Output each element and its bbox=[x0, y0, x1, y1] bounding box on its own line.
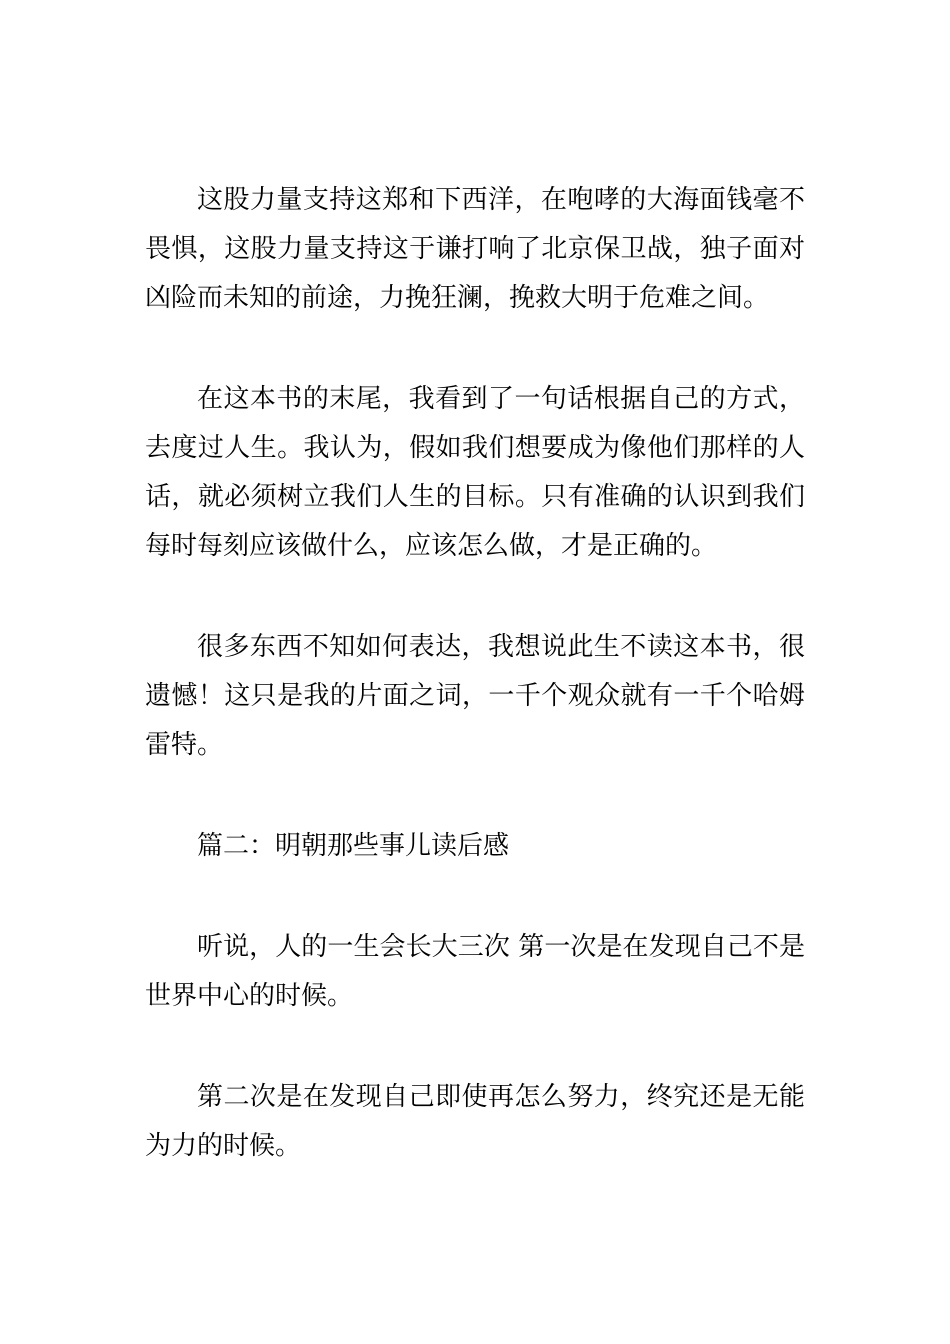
paragraph-zheng-he: 这股力量支持这郑和下西洋，在咆哮的大海面钱毫不畏惧，这股力量支持这于谦打响了北京保卫战，独子面对凶险而未知的前途，力挽狂澜，挽救大明于危难之间。 bbox=[145, 185, 805, 313]
section-heading: 篇二：明朝那些事儿读后感 bbox=[197, 831, 510, 861]
paragraph-grow-up-second: 第二次是在发现自己即使再怎么努力，终究还是无能为力的时候。 bbox=[145, 1082, 805, 1161]
paragraph-book-ending: 在这本书的末尾，我看到了一句话根据自己的方式，去度过人生。我认为，假如我们想要成为像他们那样的人话，就必须树立我们人生的目标。只有准确的认识到我们每时每刻应该做什么，应该怎么做，才是正确的。 bbox=[145, 384, 805, 561]
document-page bbox=[145, 176, 805, 1171]
paragraph-grow-up-first: 听说，人的一生会长大三次 第一次是在发现自己不是世界中心的时候。 bbox=[145, 932, 805, 1011]
paragraph-regret: 很多东西不知如何表达，我想说此生不读这本书，很遗憾！这只是我的片面之词，一千个观众就有一千个哈姆雷特。 bbox=[145, 632, 805, 760]
